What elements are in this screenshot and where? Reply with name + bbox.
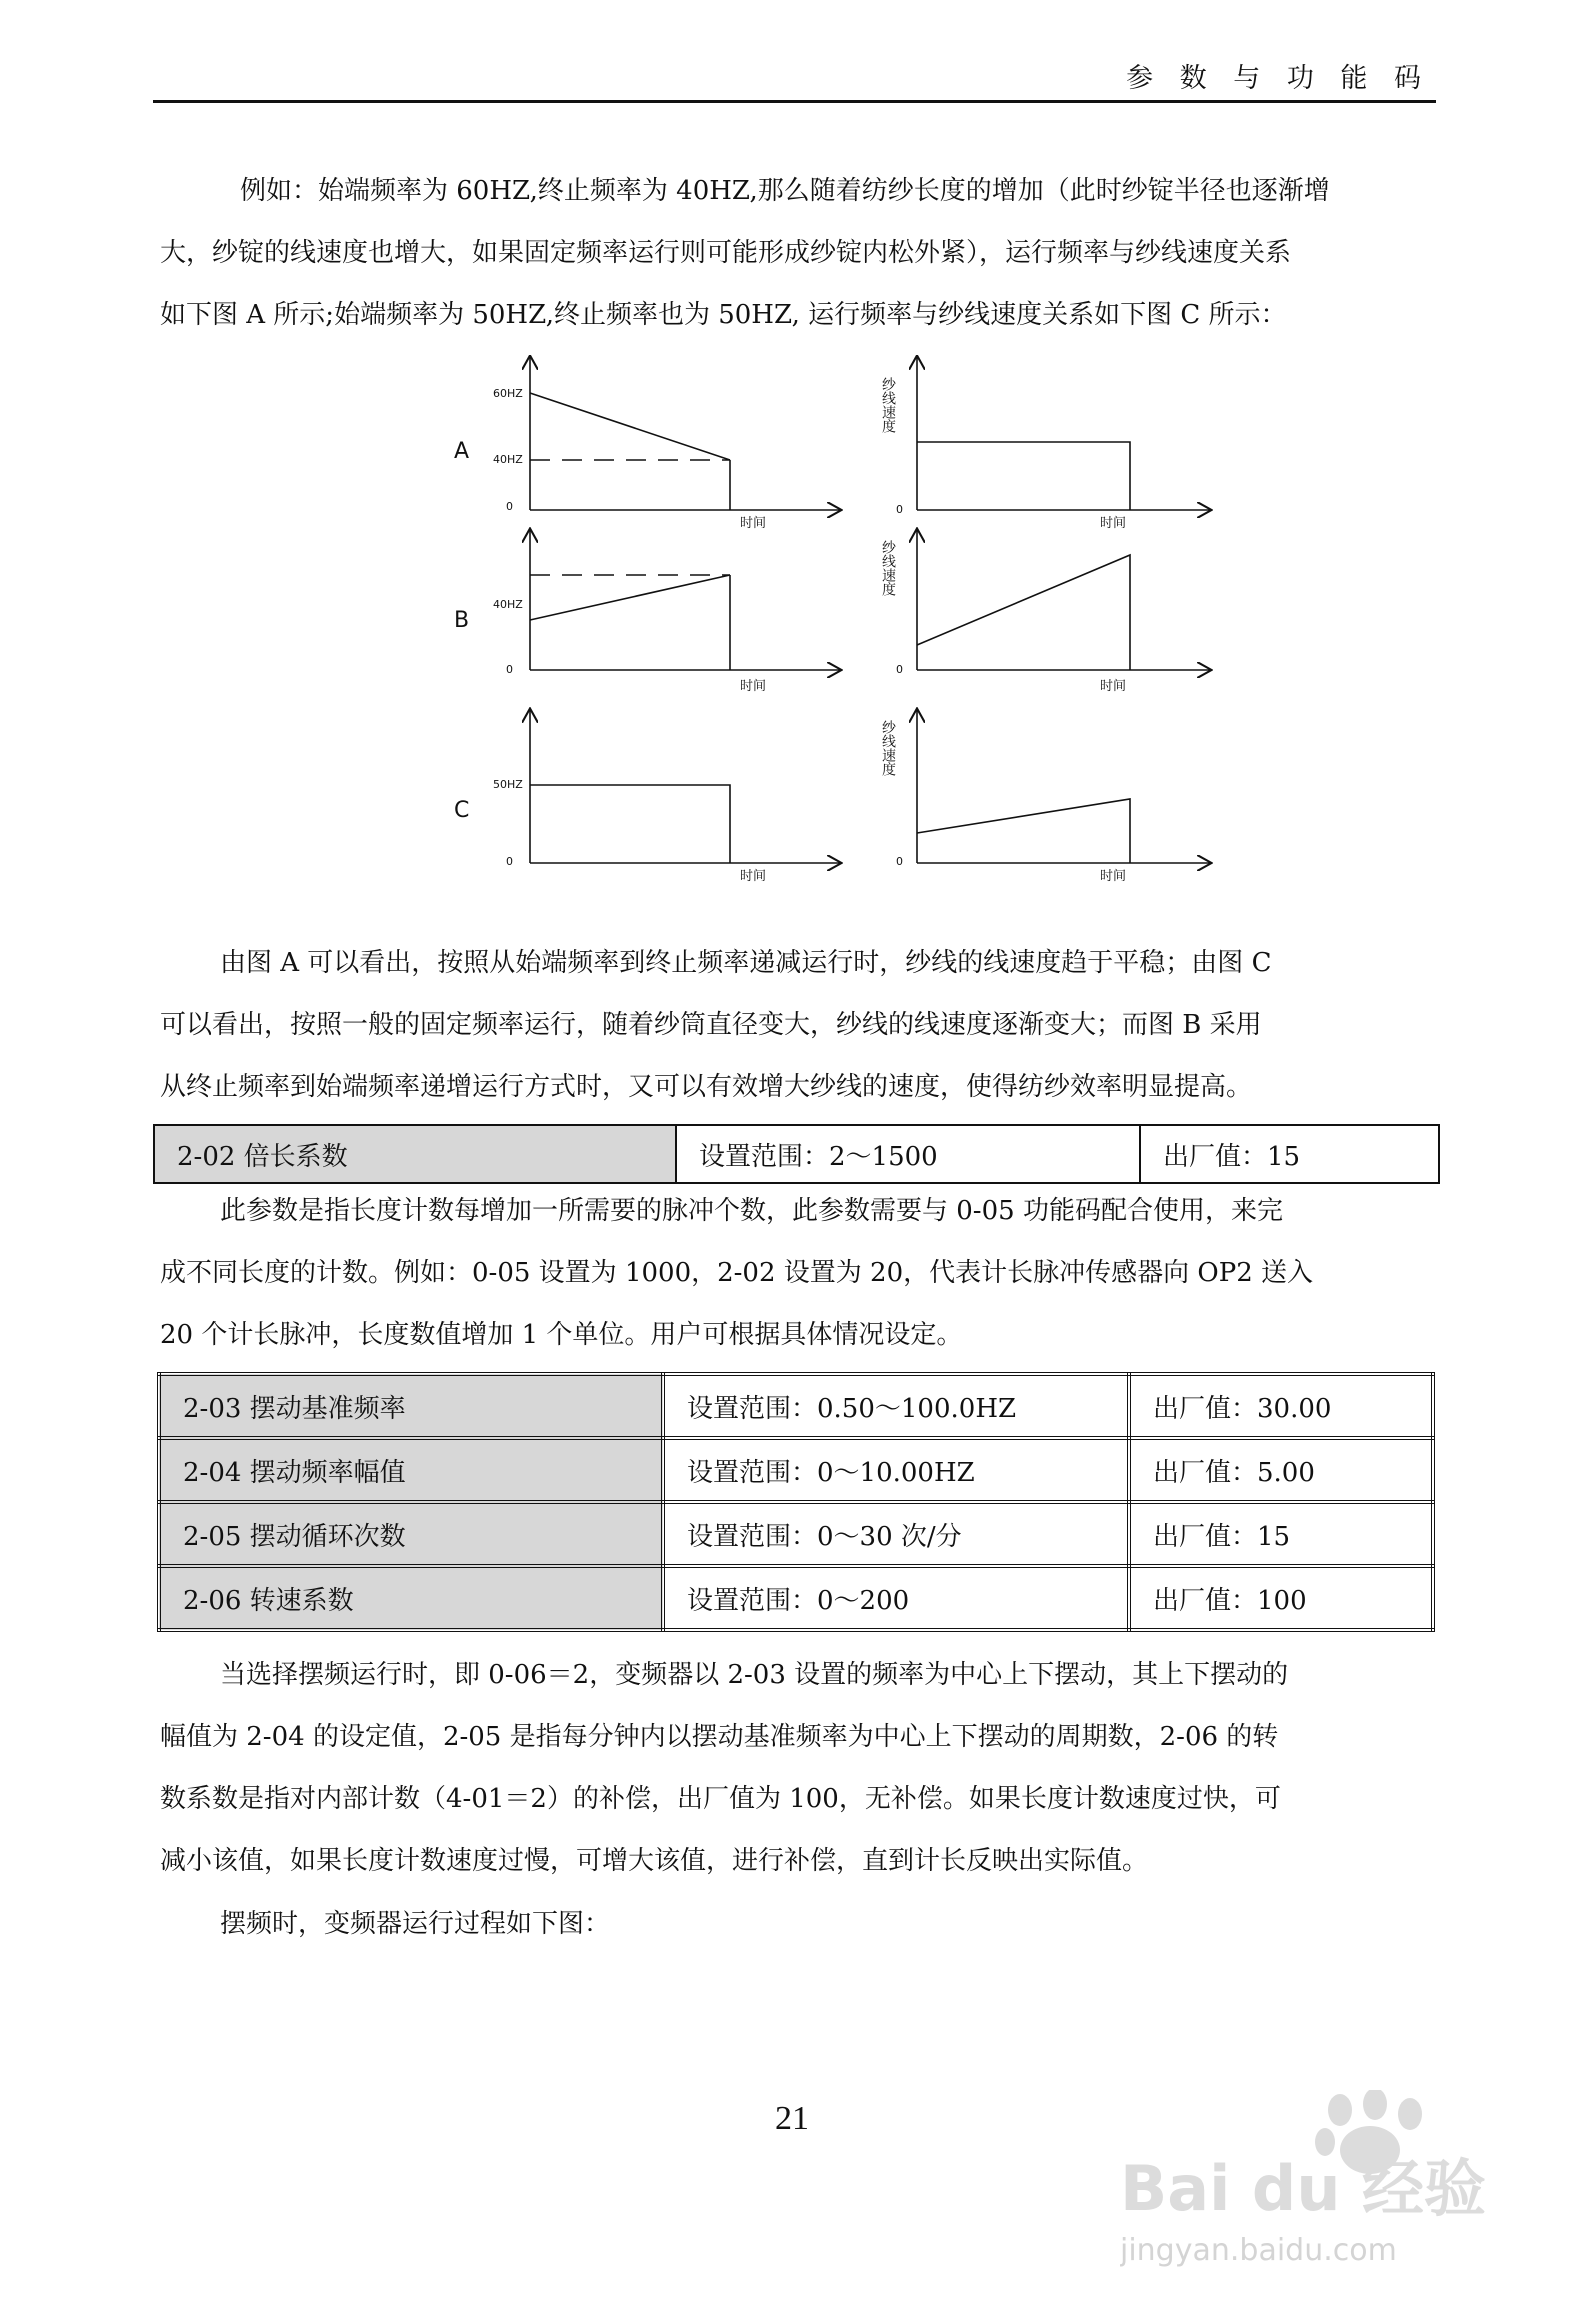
tick-label: 0 [506,663,513,676]
text-line: 20 个计长脉冲，长度数值增加 1 个单位。用户可根据具体情况设定。 [160,1320,963,1350]
x-axis-label: 时间 [1100,679,1127,694]
param-name: 2-02 倍长系数 [154,1125,676,1183]
text-line: 数系数是指对内部计数（4-01＝2）的补偿，出厂值为 100，无补偿。如果长度计数速度过快，可 [160,1784,1281,1814]
frequency-speed-figure [440,355,1230,900]
y-axis-label: 纱线速度 [880,540,896,596]
intro-paragraph [160,160,1438,346]
text-line: 成不同长度的计数。例如：0-05 设置为 1000，2-02 设置为 20，代表计长脉冲传感器向 OP2 送入 [160,1258,1314,1288]
table-row [159,1566,1433,1630]
text-line: 减小该值，如果长度计数速度过慢，可增大该值，进行补偿，直到计长反映出实际值。 [160,1846,1149,1876]
param-table-swing [157,1372,1435,1632]
x-axis-label: 时间 [1100,869,1127,884]
tick-label: 0 [896,663,903,676]
tick-label: 0 [506,500,513,513]
series-line [530,575,730,620]
text-line: 由图 A 可以看出，按照从始端频率到终止频率递减运行时，纱线的线速度趋于平稳；由图 C [220,948,1272,978]
watermark-logo [1120,2090,1500,2270]
series-line [917,799,1130,863]
text-line: 如下图 A 所示;始端频率为 50HZ,终止频率也为 50HZ, 运行频率与纱线速度关系如下图 C 所示： [160,300,1287,330]
param-table-2-02 [153,1124,1440,1184]
table-row [159,1438,1433,1502]
param-range: 设置范围：0.50～100.0HZ [663,1374,1129,1438]
param-range: 设置范围：0～200 [663,1566,1129,1630]
header-title: 参 数 与 功 能 码 [1126,63,1430,94]
text-line: 摆频时，变频器运行过程如下图： [220,1909,611,1939]
param-name: 2-03 摆动基准频率 [159,1374,663,1438]
text-line: 例如：始端频率为 60HZ,终止频率为 40HZ,那么随着纺纱长度的增加（此时纱锭半径也逐渐增 [240,176,1330,206]
param-default: 出厂值：15 [1129,1502,1433,1566]
row-label: A [454,439,470,464]
text-line: 当选择摆频运行时，即 0-06＝2，变频器以 2-03 设置的频率为中心上下摆动，其上下摆动的 [220,1660,1289,1690]
param-default: 出厂值：15 [1140,1125,1439,1183]
x-axis-label: 时间 [1100,516,1127,531]
row-label: C [454,798,470,823]
text-line: 此参数是指长度计数每增加一所需要的脉冲个数，此参数需要与 0-05 功能码配合使用，来完 [220,1196,1283,1226]
tick-label: 0 [896,855,903,868]
y-axis-label: 纱线速度 [880,720,896,776]
closing-line [160,1893,1438,1955]
param-default: 出厂值：30.00 [1129,1374,1433,1438]
x-axis-label: 时间 [740,869,767,884]
tick-label: 0 [506,855,513,868]
watermark-url: jingyan.baidu.com [1120,2233,1397,2268]
text-line: 可以看出，按照一般的固定频率运行，随着纱筒直径变大，纱线的线速度逐渐变大；而图 B 采用 [160,1010,1262,1040]
text-line: 大，纱锭的线速度也增大，如果固定频率运行则可能形成纱锭内松外紧），运行频率与纱线速度关系 [160,238,1292,268]
text-line: 从终止频率到始端频率递增运行方式时，又可以有效增大纱线的速度，使得纺纱效率明显提高。 [160,1072,1253,1102]
param-name: 2-06 转速系数 [159,1566,663,1630]
row-label: B [454,608,470,633]
param-range: 设置范围：2～1500 [676,1125,1140,1183]
table-row [154,1125,1439,1183]
series-line [530,393,730,460]
series-line [917,442,1130,510]
param-name: 2-05 摆动循环次数 [159,1502,663,1566]
figure-svg [440,355,1230,900]
param-range: 设置范围：0～10.00HZ [663,1438,1129,1502]
param-default: 出厂值：100 [1129,1566,1433,1630]
tick-label: 40HZ [493,453,523,466]
series-line [917,555,1130,670]
tick-label: 40HZ [493,598,523,611]
desc-2-02 [160,1180,1438,1366]
tick-label: 60HZ [493,387,523,400]
watermark-brand: Bai du 经验 [1120,2152,1487,2225]
table-row [159,1374,1433,1438]
table-row [159,1502,1433,1566]
param-range: 设置范围：0～30 次/分 [663,1502,1129,1566]
page-header [153,52,1436,103]
desc-swing [160,1644,1438,1892]
tick-label: 50HZ [493,778,523,791]
x-axis-label: 时间 [740,516,767,531]
analysis-paragraph [160,932,1438,1118]
series-line [530,785,730,863]
param-name: 2-04 摆动频率幅值 [159,1438,663,1502]
page-number: 21 [775,2100,809,2137]
tick-label: 0 [896,503,903,516]
text-line: 幅值为 2-04 的设定值，2-05 是指每分钟内以摆动基准频率为中心上下摆动的周期数，2-06 的转 [160,1722,1279,1752]
y-axis-label: 纱线速度 [880,377,896,433]
x-axis-label: 时间 [740,679,767,694]
param-default: 出厂值：5.00 [1129,1438,1433,1502]
